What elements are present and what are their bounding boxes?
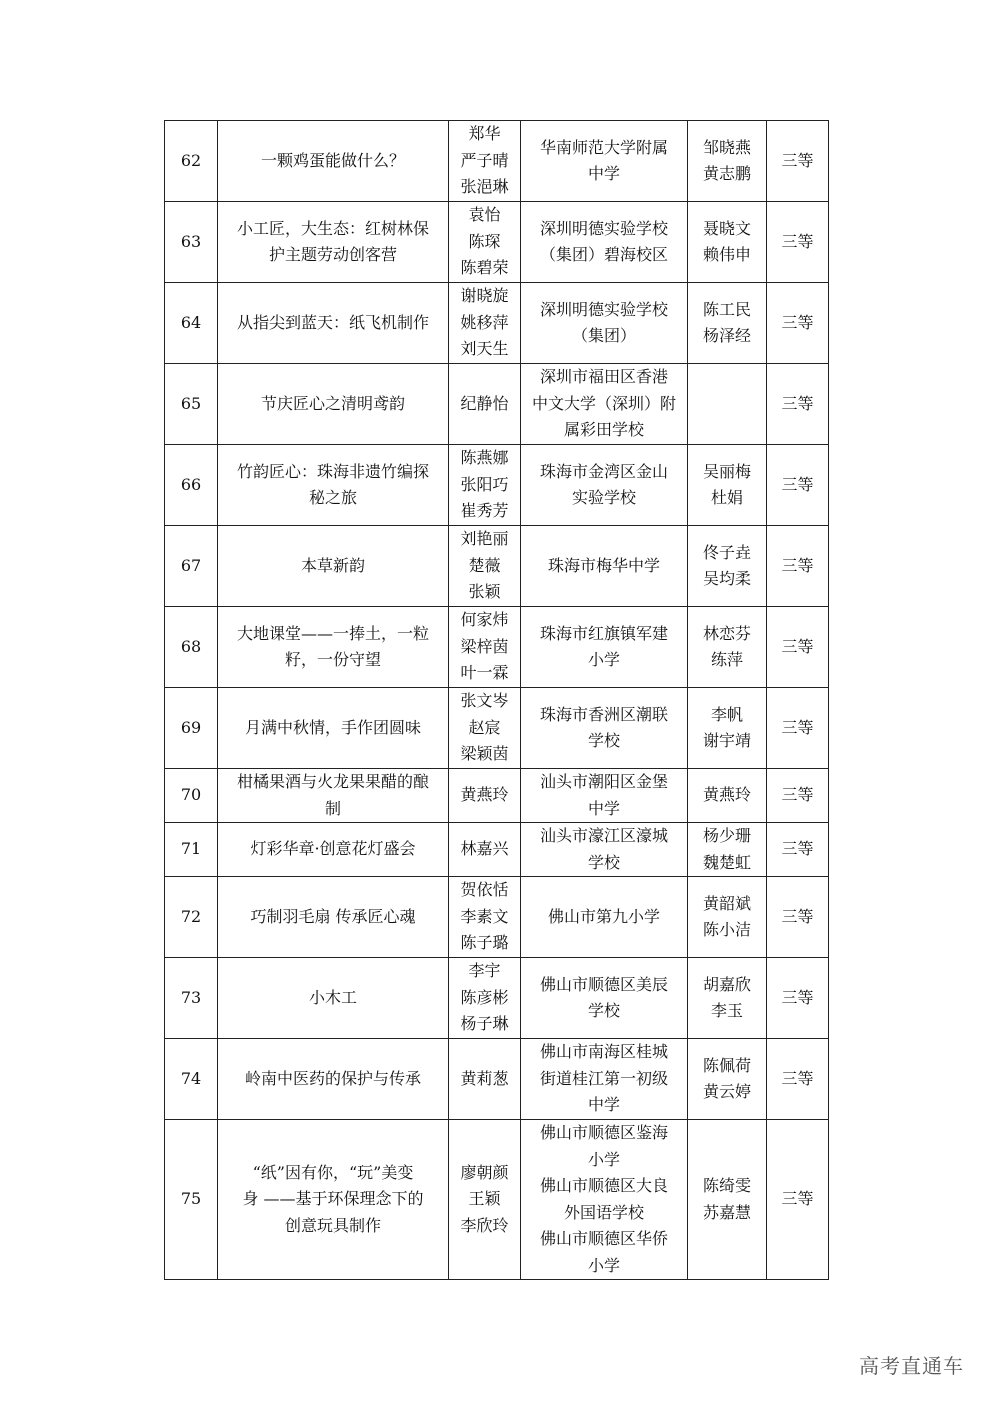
teacher-names: 聂晓文 赖伟申 — [688, 202, 767, 283]
project-title: 大地课堂——一捧土，一粒 籽，一份守望 — [218, 607, 449, 688]
table-row — [165, 877, 829, 958]
school-name: 珠海市金湾区金山 实验学校 — [521, 445, 688, 526]
row-number: 68 — [165, 607, 218, 688]
award-level: 三等 — [767, 769, 829, 823]
award-level: 三等 — [767, 823, 829, 877]
row-number: 67 — [165, 526, 218, 607]
student-names: 廖朝颜 王颖 李欣玲 — [449, 1120, 521, 1280]
student-names: 谢晓旋 姚移萍 刘天生 — [449, 283, 521, 364]
table-row — [165, 769, 829, 823]
row-number: 73 — [165, 958, 218, 1039]
school-name: 华南师范大学附属 中学 — [521, 121, 688, 202]
student-names: 黄莉葱 — [449, 1039, 521, 1120]
student-names: 郑华 严子晴 张浥琳 — [449, 121, 521, 202]
project-title: “纸”因有你，“玩”美变 身 ——基于环保理念下的 创意玩具制作 — [218, 1120, 449, 1280]
school-name: 深圳市福田区香港 中文大学（深圳）附 属彩田学校 — [521, 364, 688, 445]
award-level: 三等 — [767, 688, 829, 769]
school-name: 佛山市南海区桂城 街道桂江第一初级 中学 — [521, 1039, 688, 1120]
table-row — [165, 958, 829, 1039]
row-number: 74 — [165, 1039, 218, 1120]
table-row — [165, 1120, 829, 1280]
school-name: 汕头市潮阳区金堡 中学 — [521, 769, 688, 823]
school-name: 珠海市香洲区潮联 学校 — [521, 688, 688, 769]
project-title: 一颗鸡蛋能做什么？ — [218, 121, 449, 202]
project-title: 灯彩华章·创意花灯盛会 — [218, 823, 449, 877]
school-name: 汕头市濠江区濠城 学校 — [521, 823, 688, 877]
row-number: 64 — [165, 283, 218, 364]
project-title: 月满中秋情，手作团圆味 — [218, 688, 449, 769]
student-names: 袁怡 陈琛 陈碧荣 — [449, 202, 521, 283]
award-level: 三等 — [767, 283, 829, 364]
teacher-names — [688, 364, 767, 445]
award-level: 三等 — [767, 958, 829, 1039]
student-names: 林嘉兴 — [449, 823, 521, 877]
teacher-names: 邹晓燕 黄志鹏 — [688, 121, 767, 202]
project-title: 小木工 — [218, 958, 449, 1039]
school-name: 佛山市顺德区美辰 学校 — [521, 958, 688, 1039]
project-title: 节庆匠心之清明鸢韵 — [218, 364, 449, 445]
teacher-names: 陈绮雯 苏嘉慧 — [688, 1120, 767, 1280]
student-names: 何家炜 梁梓茵 叶一霖 — [449, 607, 521, 688]
table-row — [165, 526, 829, 607]
school-name: 佛山市顺德区鉴海 小学 佛山市顺德区大良 外国语学校 佛山市顺德区华侨 小学 — [521, 1120, 688, 1280]
teacher-names: 林恋芬 练萍 — [688, 607, 767, 688]
teacher-names: 杨少珊 魏楚虹 — [688, 823, 767, 877]
watermark-text: 高考直通车 — [859, 1354, 964, 1378]
school-name: 珠海市梅华中学 — [521, 526, 688, 607]
teacher-names: 陈工民 杨泽经 — [688, 283, 767, 364]
row-number: 62 — [165, 121, 218, 202]
project-title: 从指尖到蓝天：纸飞机制作 — [218, 283, 449, 364]
table-row — [165, 283, 829, 364]
table-row — [165, 445, 829, 526]
row-number: 72 — [165, 877, 218, 958]
table-row — [165, 121, 829, 202]
project-title: 竹韵匠心：珠海非遗竹编探 秘之旅 — [218, 445, 449, 526]
student-names: 陈燕娜 张阳巧 崔秀芳 — [449, 445, 521, 526]
teacher-names: 李帆 谢宇靖 — [688, 688, 767, 769]
project-title: 柑橘果酒与火龙果果醋的酿 制 — [218, 769, 449, 823]
student-names: 李宇 陈彦彬 杨子琳 — [449, 958, 521, 1039]
awards-table-body — [165, 121, 829, 1280]
award-level: 三等 — [767, 202, 829, 283]
project-title: 本草新韵 — [218, 526, 449, 607]
row-number: 66 — [165, 445, 218, 526]
award-level: 三等 — [767, 607, 829, 688]
project-title: 小工匠，大生态：红树林保 护主题劳动创客营 — [218, 202, 449, 283]
award-level: 三等 — [767, 1039, 829, 1120]
school-name: 深圳明德实验学校 （集团）碧海校区 — [521, 202, 688, 283]
table-row — [165, 607, 829, 688]
award-level: 三等 — [767, 526, 829, 607]
row-number: 63 — [165, 202, 218, 283]
teacher-names: 黄燕玲 — [688, 769, 767, 823]
project-title: 巧制羽毛扇 传承匠心魂 — [218, 877, 449, 958]
school-name: 珠海市红旗镇军建 小学 — [521, 607, 688, 688]
student-names: 刘艳丽 楚薇 张颖 — [449, 526, 521, 607]
row-number: 71 — [165, 823, 218, 877]
teacher-names: 佟子垚 吴均柔 — [688, 526, 767, 607]
student-names: 纪静怡 — [449, 364, 521, 445]
student-names: 张文岑 赵宸 梁颖茵 — [449, 688, 521, 769]
school-name: 深圳明德实验学校 （集团） — [521, 283, 688, 364]
teacher-names: 陈佩荷 黄云婷 — [688, 1039, 767, 1120]
teacher-names: 吴丽梅 杜娟 — [688, 445, 767, 526]
award-level: 三等 — [767, 877, 829, 958]
project-title: 岭南中医药的保护与传承 — [218, 1039, 449, 1120]
award-level: 三等 — [767, 445, 829, 526]
award-level: 三等 — [767, 1120, 829, 1280]
award-level: 三等 — [767, 121, 829, 202]
row-number: 65 — [165, 364, 218, 445]
table-row — [165, 823, 829, 877]
teacher-names: 黄韶斌 陈小洁 — [688, 877, 767, 958]
table-row — [165, 364, 829, 445]
awards-table — [164, 120, 829, 1280]
student-names: 贺依恬 李素文 陈子璐 — [449, 877, 521, 958]
row-number: 70 — [165, 769, 218, 823]
table-row — [165, 1039, 829, 1120]
row-number: 75 — [165, 1120, 218, 1280]
school-name: 佛山市第九小学 — [521, 877, 688, 958]
row-number: 69 — [165, 688, 218, 769]
teacher-names: 胡嘉欣 李玉 — [688, 958, 767, 1039]
award-level: 三等 — [767, 364, 829, 445]
table-row — [165, 202, 829, 283]
table-row — [165, 688, 829, 769]
student-names: 黄燕玲 — [449, 769, 521, 823]
